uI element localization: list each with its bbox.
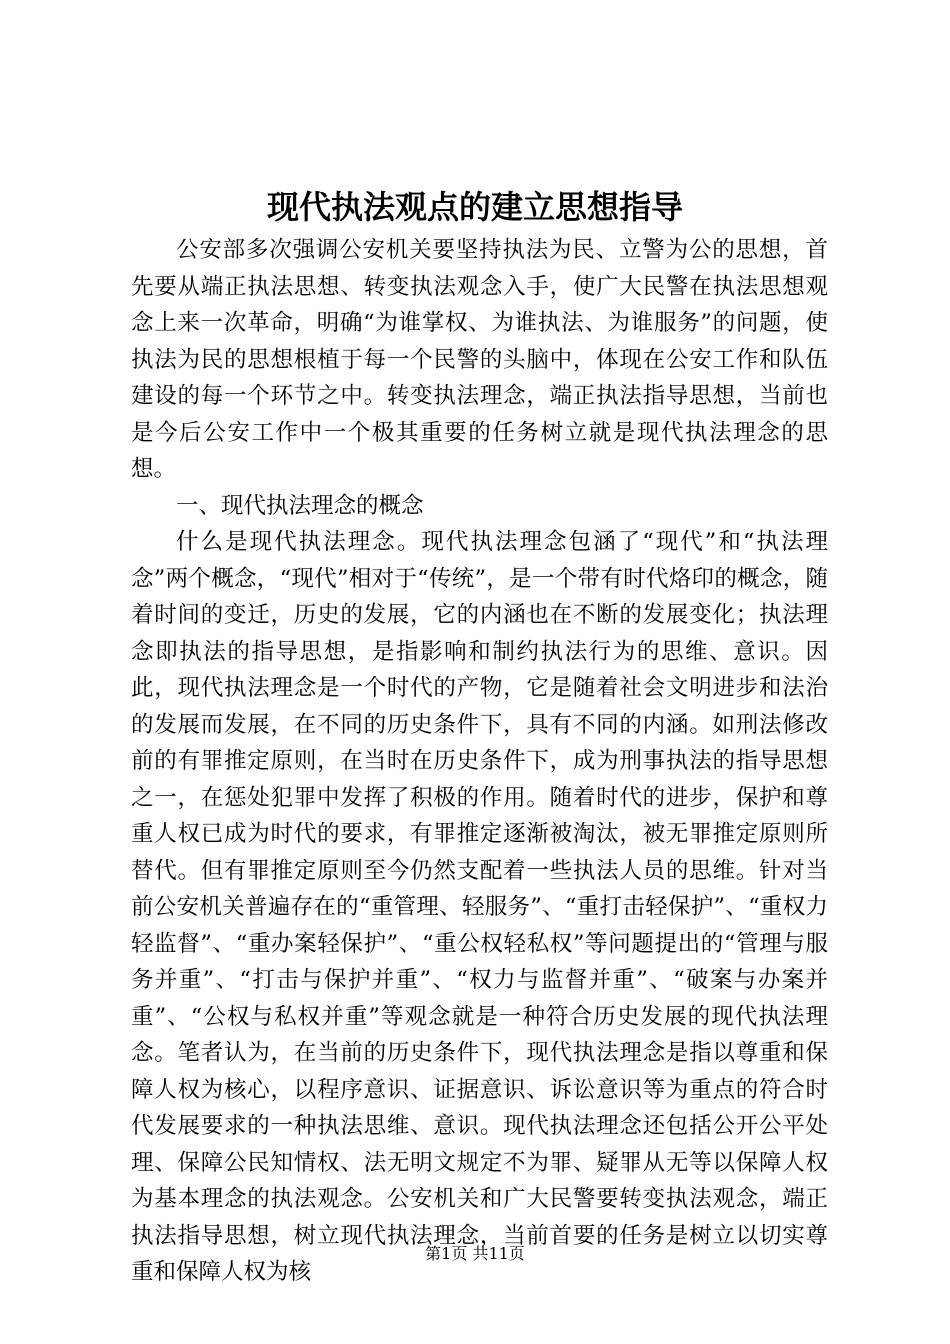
section-heading: 一、现代执法理念的概念 xyxy=(176,492,424,519)
paragraph-concept: 什么是现代执法理念。现代执法理念包涵了“现代”和“执法理念”两个概念，“现代”相对于“传统”，是一个带有时代烙印的概念，随着时间的变迁，历史的发展，它的内涵也在不断的发展变化；执法理念即执法的指导思想，是指影响和制约执法行为的思维、意识。因此，现代执法理念是一个时代的产物，它是随着社会文明进步和法治的发展而发展，在不同的历史条件下，具有不同的内涵。如刑法修改前的有罪推定原则，在当时在历史条件下，成为刑事执法的指导思想之一，在惩处犯罪中发挥了积极的作用。随着时代的进步，保护和尊重人权已成为时代的要求，有罪推定逐渐被淘汰，被无罪推定原则所替代。但有罪推定原则至今仍然支配着一些执法人员的思维。针对当前公安机关普遍存在的“重管理、轻服务”、“重打击轻保护”、“重权力轻监督”、“重办案轻保护”、“重公权轻私权”等问题提出的“管理与服务并重”、“打击与保护并重”、“权力与监督并重”、“破案与办案并重”、“公权与私权并重”等观念就是一种符合历史发展的现代执法理念。笔者认为，在当前的历史条件下，现代执法理念是指以尊重和保障人权为核心，以程序意识、证据意识、诉讼意识等为重点的符合时代发展要求的一种执法思维、意识。现代执法理念还包括公开公平处理、保障公民知情权、法无明文规定不为罪、疑罪从无等以保障人权为基本理念的执法观念。公安机关和广大民警要转变执法观念，端正执法指导思想，树立现代执法理念，当前首要的任务是树立以切实尊重和保障人权为核 xyxy=(131,529,828,1285)
paragraph-intro: 公安部多次强调公安机关要坚持执法为民、立警为公的思想，首先要从端正执法思想、转变执法观念入手，使广大民警在执法思想观念上来一次革命，明确“为谁掌权、为谁执法、为谁服务”的问题，使执法为民的思想根植于每一个民警的头脑中，体现在公安工作和队伍建设的每一个环节之中。转变执法理念，端正执法指导思想，当前也是今后公安工作中一个极其重要的任务树立就是现代执法理念的思想。 xyxy=(131,237,828,482)
document-body xyxy=(131,232,828,1291)
page-footer: 第1页 共11页 xyxy=(425,1244,525,1263)
document-title: 现代执法观点的建立思想指导 xyxy=(266,188,683,226)
